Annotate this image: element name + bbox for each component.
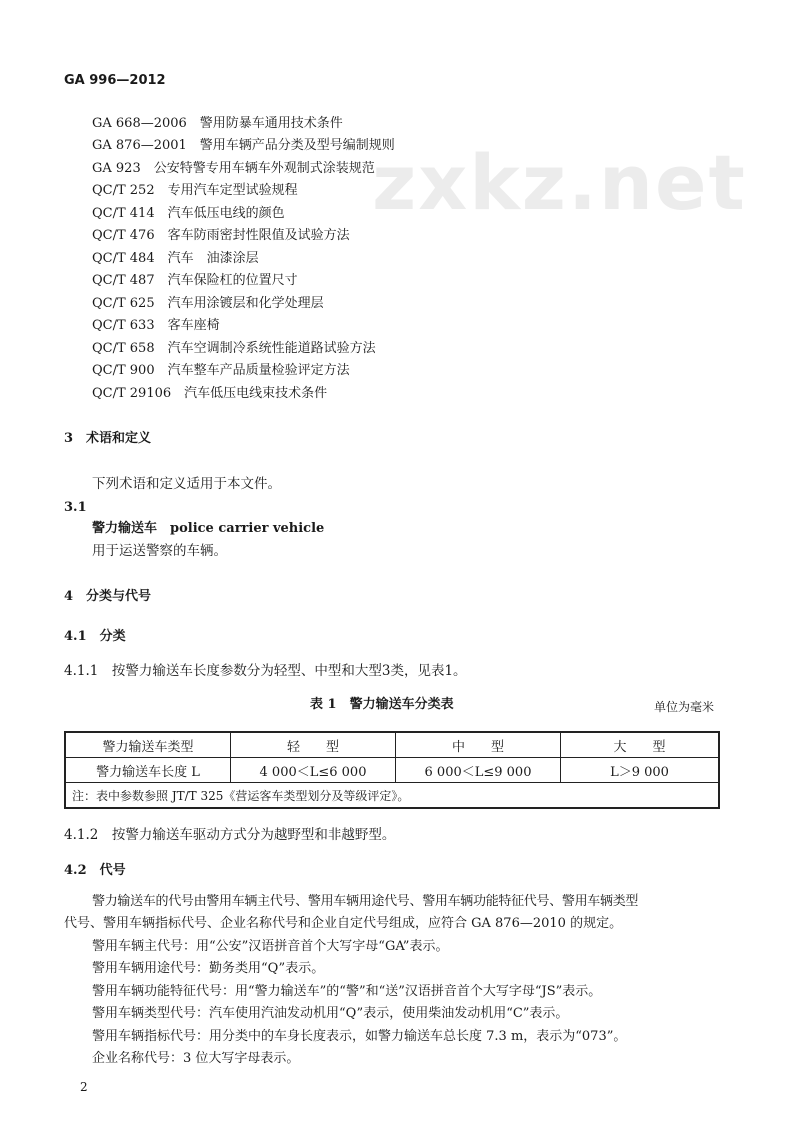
table-row [65,758,719,783]
term-title: 警力输送车 police carrier vehicle [92,521,325,536]
reference-item: QC/T 633 客车座椅 [92,318,220,333]
paragraph-4-2-line-2: 代号、警用车辆指标代号、企业名称代号和企业自定代号组成，应符合 GA 876—2010 的规定。 [64,916,623,931]
table-unit: 单位为毫米 [654,700,715,714]
table-header-row [65,732,719,758]
section-4-1-heading: 4.1 分类 [64,629,126,644]
reference-item: GA 923 公安特警专用车辆车外观制式涂装规范 [92,161,375,176]
code-item: 企业名称代号：3 位大写字母表示。 [92,1051,300,1066]
table-header-cell: 轻 型 [231,732,396,758]
watermark: zxkz.net [372,138,747,227]
table-cell: 6 000＜L≤9 000 [396,758,561,783]
table-header-cell: 警力输送车类型 [65,732,231,758]
reference-item: GA 876—2001 警用车辆产品分类及型号编制规则 [92,138,395,153]
section-3-intro: 下列术语和定义适用于本文件。 [92,476,281,492]
table-header-cell: 中 型 [396,732,561,758]
code-item: 警用车辆主代号：用“公安”汉语拼音首个大写字母“GA”表示。 [92,939,449,954]
table-note-row [65,783,719,809]
reference-item: QC/T 476 客车防雨密封性限值及试验方法 [92,228,350,243]
paragraph-4-2-line-1: 警力输送车的代号由警用车辆主代号、警用车辆用途代号、警用车辆功能特征代号、警用车辆类型 [92,894,639,909]
section-4-2-heading: 4.2 代号 [64,863,126,878]
reference-item: GA 668—2006 警用防暴车通用技术条件 [92,116,343,131]
reference-item: QC/T 414 汽车低压电线的颜色 [92,206,285,221]
section-3-1-number: 3.1 [64,500,87,515]
classification-table [64,731,720,809]
section-3-heading: 3 术语和定义 [64,431,152,446]
code-item: 警用车辆类型代号：汽车使用汽油发动机用“Q”表示，使用柴油发动机用“C”表示。 [92,1006,569,1021]
reference-item: QC/T 900 汽车整车产品质量检验评定方法 [92,363,350,378]
clause-4-1-1: 4.1.1 按警力输送车长度参数分为轻型、中型和大型3类，见表1。 [64,663,467,679]
code-item: 警用车辆用途代号：勤务类用“Q”表示。 [92,961,325,976]
term-definition: 用于运送警察的车辆。 [92,543,227,559]
reference-item: QC/T 484 汽车 油漆涂层 [92,251,259,266]
table-cell: L＞9 000 [561,758,720,783]
page-number: 2 [80,1080,88,1094]
table-cell: 警力输送车长度 L [65,758,231,783]
reference-item: QC/T 658 汽车空调制冷系统性能道路试验方法 [92,341,376,356]
reference-item: QC/T 625 汽车用涂镀层和化学处理层 [92,296,324,311]
document-code: GA 996—2012 [64,73,166,88]
table-caption: 表 1 警力输送车分类表 [310,697,454,712]
code-item: 警用车辆指标代号：用分类中的车身长度表示，如警力输送车总长度 7.3 m，表示为“073”。 [92,1029,627,1044]
table-header-cell: 大 型 [561,732,720,758]
table-note: 注：表中参数参照 JT/T 325《营运客车类型划分及等级评定》。 [65,783,719,809]
clause-4-1-2: 4.1.2 按警力输送车驱动方式分为越野型和非越野型。 [64,827,396,843]
code-item: 警用车辆功能特征代号：用“警力输送车”的“警”和“送”汉语拼音首个大写字母“JS”表示。 [92,984,602,999]
reference-item: QC/T 487 汽车保险杠的位置尺寸 [92,273,298,288]
section-4-heading: 4 分类与代号 [64,589,152,604]
reference-item: QC/T 252 专用汽车定型试验规程 [92,183,298,198]
table-cell: 4 000＜L≤6 000 [231,758,396,783]
reference-item: QC/T 29106 汽车低压电线束技术条件 [92,386,328,401]
